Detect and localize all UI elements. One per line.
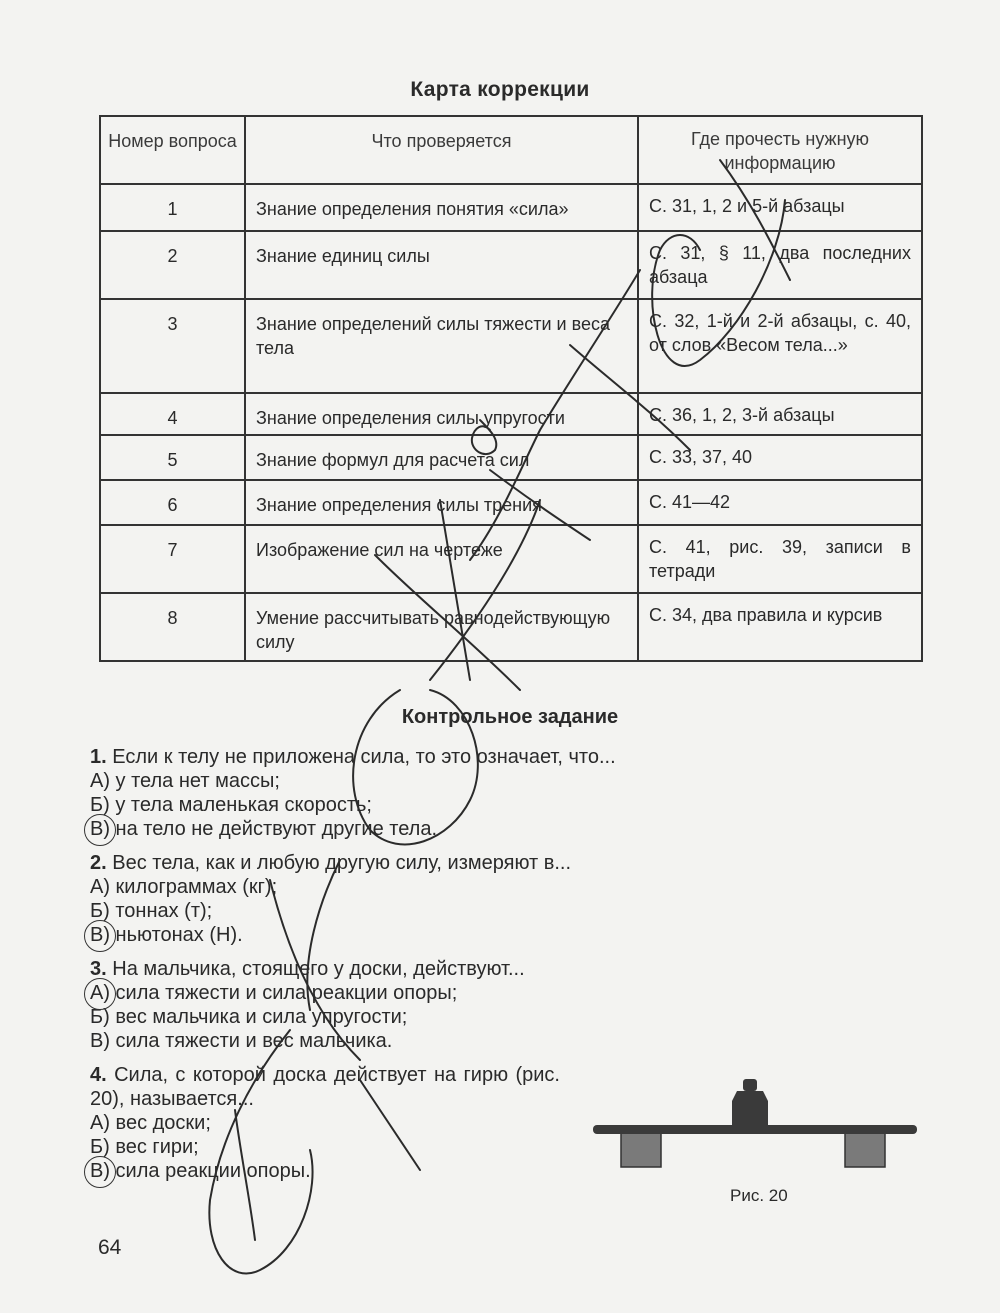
table-row <box>100 231 922 299</box>
question-text: Вес тела, как и любую другую силу, измеряют в... <box>112 852 572 874</box>
row-where: С. 31, § 11, два последних абзаца <box>638 231 922 299</box>
row-what: Умение рассчитывать равнодействующую силу <box>245 593 638 661</box>
control-task-title: Контрольное задание <box>401 706 619 728</box>
row-what: Знание определения силы трения <box>245 480 638 525</box>
page-title: Карта коррекции <box>410 78 590 101</box>
question-number: 1. <box>90 746 107 768</box>
row-where: С. 33, 37, 40 <box>638 435 922 480</box>
weight-body <box>732 1091 768 1125</box>
answer-option-selected: В) на тело не действуют другие тела. <box>90 818 438 840</box>
question-text: Если к телу не приложена сила, то это означает, что... <box>112 746 616 768</box>
answer-option-selected: А) сила тяжести и сила реакции опоры; <box>90 982 458 1004</box>
row-number: 2 <box>100 231 245 299</box>
table-row <box>100 593 922 661</box>
answer-option: Б) вес гири; <box>90 1136 199 1158</box>
answer-option: А) килограммах (кг); <box>90 876 278 898</box>
question-1 <box>90 745 740 841</box>
table-header-row <box>100 116 922 184</box>
answer-option: В) сила тяжести и вес мальчика. <box>90 1030 393 1052</box>
answer-option: Б) у тела маленькая скорость; <box>90 794 372 816</box>
row-where: С. 34, два правила и курсив <box>638 593 922 661</box>
row-where: С. 36, 1, 2, 3-й абзацы <box>638 393 922 435</box>
row-where: С. 32, 1-й и 2-й абзацы, с. 40, от слов «Весом тела...» <box>638 299 922 393</box>
row-what: Знание формул для расчета сил <box>245 435 638 480</box>
row-number: 6 <box>100 480 245 525</box>
right-support <box>845 1131 885 1167</box>
row-number: 8 <box>100 593 245 661</box>
answer-option: А) у тела нет массы; <box>90 770 280 792</box>
table-row <box>100 480 922 525</box>
row-where: С. 41—42 <box>638 480 922 525</box>
question-text: На мальчика, стоящего у доски, действуют... <box>112 958 525 980</box>
table-row <box>100 525 922 593</box>
answer-option: А) вес доски; <box>90 1112 211 1134</box>
correction-table <box>99 115 923 662</box>
answer-option: Б) вес мальчика и сила упругости; <box>90 1006 408 1028</box>
row-what: Изображение сил на чертеже <box>245 525 638 593</box>
row-what: Знание определения силы упругости <box>245 393 638 435</box>
table-row <box>100 184 922 231</box>
table-row <box>100 435 922 480</box>
question-number: 2. <box>90 852 107 874</box>
left-support <box>621 1131 661 1167</box>
row-what: Знание единиц силы <box>245 231 638 299</box>
row-number: 7 <box>100 525 245 593</box>
row-number: 5 <box>100 435 245 480</box>
row-what: Знание определения понятия «сила» <box>245 184 638 231</box>
figure-caption: Рис. 20 <box>730 1186 788 1205</box>
page-number: 64 <box>98 1236 122 1259</box>
header-number: Номер вопроса <box>100 116 245 184</box>
question-3 <box>90 957 740 1053</box>
answer-option-selected: В) сила реакции опоры. <box>90 1160 311 1182</box>
row-number: 3 <box>100 299 245 393</box>
question-number: 4. <box>90 1064 107 1086</box>
row-what: Знание определений силы тяжести и веса тела <box>245 299 638 393</box>
board <box>593 1125 917 1134</box>
header-where: Где прочесть нужную информацию <box>638 116 922 184</box>
question-2 <box>90 851 740 947</box>
table-row <box>100 393 922 435</box>
answer-option-selected: В) ньютонах (Н). <box>90 924 243 946</box>
question-text: Сила, с которой доска действует на гирю (рис. 20), называется... <box>90 1064 560 1110</box>
header-what: Что проверяется <box>245 116 638 184</box>
row-where: С. 31, 1, 2 и 5-й абзацы <box>638 184 922 231</box>
weight-knob <box>743 1079 757 1091</box>
answer-option: Б) тоннах (т); <box>90 900 213 922</box>
row-number: 4 <box>100 393 245 435</box>
question-number: 3. <box>90 958 107 980</box>
row-where: С. 41, рис. 39, записи в тетради <box>638 525 922 593</box>
row-number: 1 <box>100 184 245 231</box>
table-row <box>100 299 922 393</box>
